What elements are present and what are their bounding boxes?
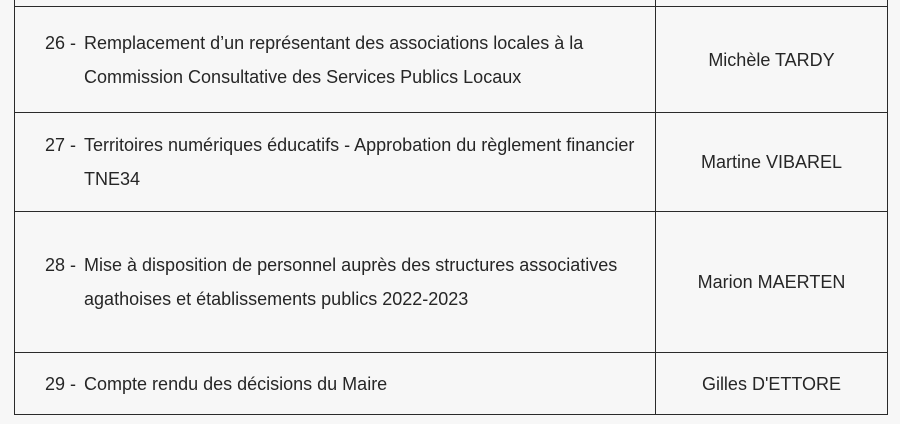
agenda-item: [45, 128, 641, 196]
rapporteur-cell: Martine VIBAREL: [656, 113, 888, 212]
item-number: 26 -: [45, 32, 77, 53]
agenda-item-cell: [15, 353, 656, 415]
agenda-item-cell: [15, 7, 656, 113]
item-title: Territoires numériques éducatifs - Approbation du règlement financier TNE34: [84, 135, 635, 189]
agenda-item: [45, 26, 641, 94]
table-row: [15, 212, 888, 353]
table-row: [15, 353, 888, 415]
agenda-item: [45, 248, 641, 316]
item-number: 29 -: [45, 373, 77, 394]
item-number: 28 -: [45, 255, 77, 275]
agenda-item-cell: [15, 212, 656, 353]
item-title: Compte rendu des décisions du Maire: [84, 373, 388, 394]
rapporteur-cell: Gilles D'ETTORE: [656, 353, 888, 415]
item-title: Mise à disposition de personnel auprès des structures associatives agathoises et établissements publics 2022-2023: [84, 255, 618, 309]
agenda-item-cell: [15, 113, 656, 212]
agenda-item: [45, 367, 641, 401]
rapporteur-cell: Michèle TARDY: [656, 7, 888, 113]
agenda-table: [14, 0, 888, 415]
item-number: 27 -: [45, 135, 77, 155]
table-row: [15, 113, 888, 212]
rapporteur-cell: Marion MAERTEN: [656, 212, 888, 353]
item-title: Remplacement d’un représentant des associations locales à la Commission Consultative des Services Publics Locaux: [84, 32, 584, 87]
table-row: [15, 7, 888, 113]
